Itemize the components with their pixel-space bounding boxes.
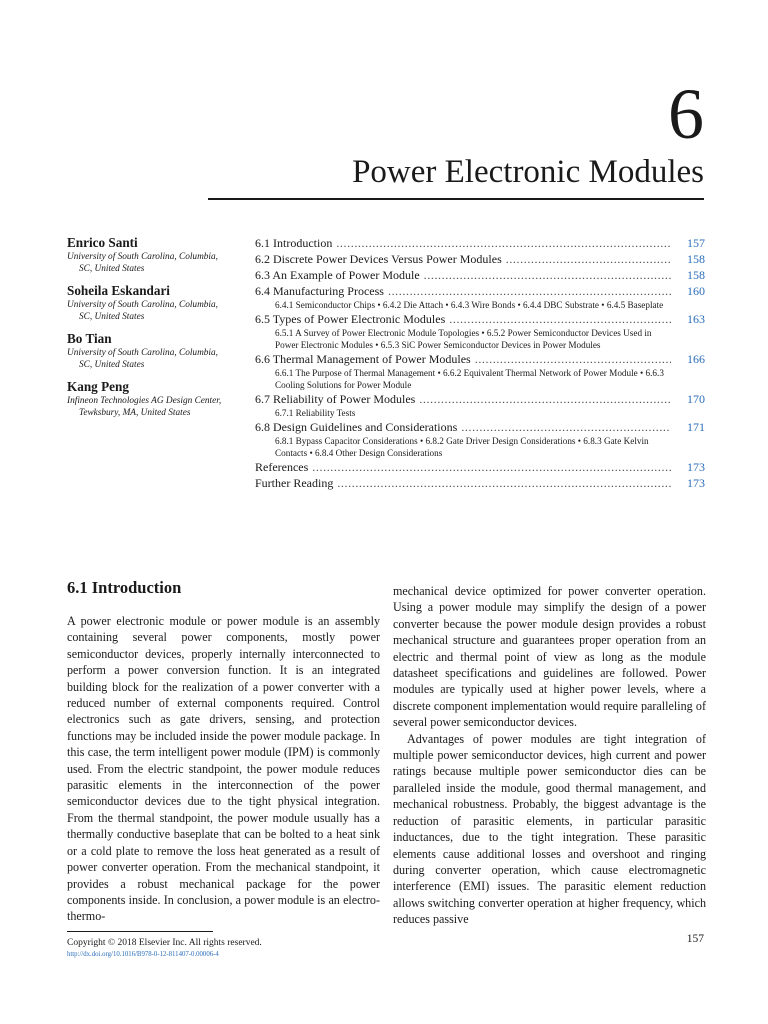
toc-page-link[interactable]: 158 xyxy=(687,252,705,266)
chapter-number: 6 xyxy=(668,74,704,154)
author-block xyxy=(67,331,247,371)
toc-page-link[interactable]: 158 xyxy=(687,268,705,282)
toc-page-link[interactable]: 171 xyxy=(687,420,705,434)
author-name: Soheila Eskandari xyxy=(67,283,170,298)
author-name: Bo Tian xyxy=(67,331,112,346)
toc-page-link[interactable]: 170 xyxy=(687,392,705,406)
body-paragraph: mechanical device optimized for power converter operation. Using a power module may simplify the design of a power converter because the power module design provides a robust mechanical structure and guarantees proper operation from an electric and thermal point of view as long as the module datasheet specifications and guidelines are followed. Power modules are typically used at higher power levels, where a discrete component implementation would require paralleling of several power semiconductor devices. xyxy=(393,584,706,730)
author-affiliation xyxy=(67,251,247,275)
toc-leader-dots xyxy=(461,419,671,435)
affiliation-line: SC, United States xyxy=(79,360,145,370)
author-affiliation xyxy=(67,347,247,371)
toc-entry[interactable] xyxy=(255,459,705,475)
toc-subsections: 6.5.1 A Survey of Power Electronic Module Topologies • 6.5.2 Power Semiconductor Devices Used in Power Electronic Modules • 6.5.3 SiC Power Semiconductor Devices in Power Modules xyxy=(275,328,652,350)
toc-leader-dots xyxy=(336,235,671,251)
toc-entry[interactable] xyxy=(255,391,705,407)
toc-entry-label: 6.7 Reliability of Power Modules xyxy=(255,392,416,406)
toc-leader-dots xyxy=(312,459,671,475)
author-name: Enrico Santi xyxy=(67,235,138,250)
toc-page-link[interactable]: 157 xyxy=(687,236,705,250)
author-list xyxy=(67,235,247,427)
toc-entry-label: 6.3 An Example of Power Module xyxy=(255,268,420,282)
toc-page-link[interactable]: 173 xyxy=(687,460,705,474)
affiliation-line: SC, United States xyxy=(79,312,145,322)
toc-subsections: 6.4.1 Semiconductor Chips • 6.4.2 Die Attach • 6.4.3 Wire Bonds • 6.4.4 DBC Substrate • 6.4.5 Baseplate xyxy=(275,300,664,310)
author-affiliation xyxy=(67,395,247,419)
toc-page-link[interactable]: 163 xyxy=(687,312,705,326)
toc-entry[interactable] xyxy=(255,235,705,251)
affiliation-line: SC, United States xyxy=(79,264,145,274)
toc-entry[interactable] xyxy=(255,267,705,283)
toc-entry-label: 6.6 Thermal Management of Power Modules xyxy=(255,352,471,366)
toc-entry[interactable] xyxy=(255,283,705,299)
toc-leader-dots xyxy=(419,391,671,407)
author-block xyxy=(67,379,247,419)
author-block xyxy=(67,283,247,323)
toc-entry[interactable] xyxy=(255,475,705,491)
toc-entry[interactable] xyxy=(255,351,705,367)
affiliation-line: Infineon Technologies AG Design Center, xyxy=(67,396,222,406)
toc-entry[interactable] xyxy=(255,251,705,267)
page-number: 157 xyxy=(686,933,704,945)
author-block xyxy=(67,235,247,275)
toc-leader-dots xyxy=(337,475,671,491)
chapter-title: Power Electronic Modules xyxy=(352,154,704,190)
toc-leader-dots xyxy=(506,251,671,267)
table-of-contents xyxy=(255,235,705,491)
toc-page-link[interactable]: 160 xyxy=(687,284,705,298)
toc-entry-label: 6.1 Introduction xyxy=(255,236,333,250)
body-paragraph: Advantages of power modules are tight integration of multiple power semiconductor devices, high current and power ratings because multiple power semiconductor dies can be paralleled inside the module, good thermal management, and mechanical robustness. Probably, the biggest advantage is the reduction of parasitic elements, in particular parasitic inductances, due to the tight integration. These parasitic elements cause additional losses and overshoot and ringing during converter operation, which cause electromagnetic interference (EMI) issues. The parasitic element reduction allows switching converter operation at higher frequency, which reduces passive xyxy=(393,731,706,927)
toc-entry-label: 6.4 Manufacturing Process xyxy=(255,284,384,298)
toc-subsections: 6.6.1 The Purpose of Thermal Management • 6.6.2 Equivalent Thermal Network of Power Module • 6.6.3 Cooling Solutions for Power Module xyxy=(275,368,664,390)
toc-entry-label: Further Reading xyxy=(255,476,334,490)
toc-entry-label: 6.2 Discrete Power Devices Versus Power Modules xyxy=(255,252,502,266)
author-name: Kang Peng xyxy=(67,379,129,394)
author-affiliation xyxy=(67,299,247,323)
toc-page-link[interactable]: 166 xyxy=(687,352,705,366)
toc-subsections: 6.8.1 Bypass Capacitor Considerations • 6.8.2 Gate Driver Design Considerations • 6.8.3 Gate Kelvin Contacts • 6.8.4 Other Design Considerations xyxy=(275,436,649,458)
copyright-notice: Copyright © 2018 Elsevier Inc. All rights reserved. xyxy=(67,938,262,948)
toc-leader-dots xyxy=(388,283,671,299)
text-column-left xyxy=(67,613,380,925)
toc-entry-label: 6.8 Design Guidelines and Considerations xyxy=(255,420,458,434)
toc-leader-dots xyxy=(475,351,671,367)
affiliation-line: Tewksbury, MA, United States xyxy=(79,408,191,418)
toc-subsections: 6.7.1 Reliability Tests xyxy=(275,408,356,418)
affiliation-line: University of South Carolina, Columbia, xyxy=(67,348,218,358)
toc-entry[interactable] xyxy=(255,419,705,435)
section-heading: 6.1 Introduction xyxy=(67,578,182,597)
toc-entry-label: 6.5 Types of Power Electronic Modules xyxy=(255,312,446,326)
toc-entry[interactable] xyxy=(255,311,705,327)
title-divider xyxy=(208,198,704,200)
toc-leader-dots xyxy=(424,267,671,283)
affiliation-line: University of South Carolina, Columbia, xyxy=(67,252,218,262)
toc-leader-dots xyxy=(449,311,671,327)
body-paragraph: A power electronic module or power module is an assembly containing several power components, mostly power semiconductor devices, properly internally interconnected to perform a power conversion function. It is an integrated building block for the realization of a power converter with a reduced number of external components required. Control electronics such as gate drivers, sensing, and protection functions may be included inside the power module package. In this case, the term intelligent power module (IPM) is commonly used. From the electric standpoint, the power module reduces parasitic elements in the interconnection of the power semiconductor devices due to the tight physical integration. From the thermal standpoint, the power module usually has a thermally conductive baseplate that can be bolted to a heat sink or a cold plate to remove the loss heat generated as a result of power converter operation. From the mechanical standpoint, it provides a robust mechanical package for the power components inside. In conclusion, a power module is an electro-thermo- xyxy=(67,614,380,924)
toc-page-link[interactable]: 173 xyxy=(687,476,705,490)
doi-link[interactable]: http://dx.doi.org/10.1016/B978-0-12-811407-0.00006-4 xyxy=(67,951,219,958)
footnote-divider xyxy=(67,931,213,932)
affiliation-line: University of South Carolina, Columbia, xyxy=(67,300,218,310)
text-column-right xyxy=(393,583,706,928)
toc-entry-label: References xyxy=(255,460,309,474)
